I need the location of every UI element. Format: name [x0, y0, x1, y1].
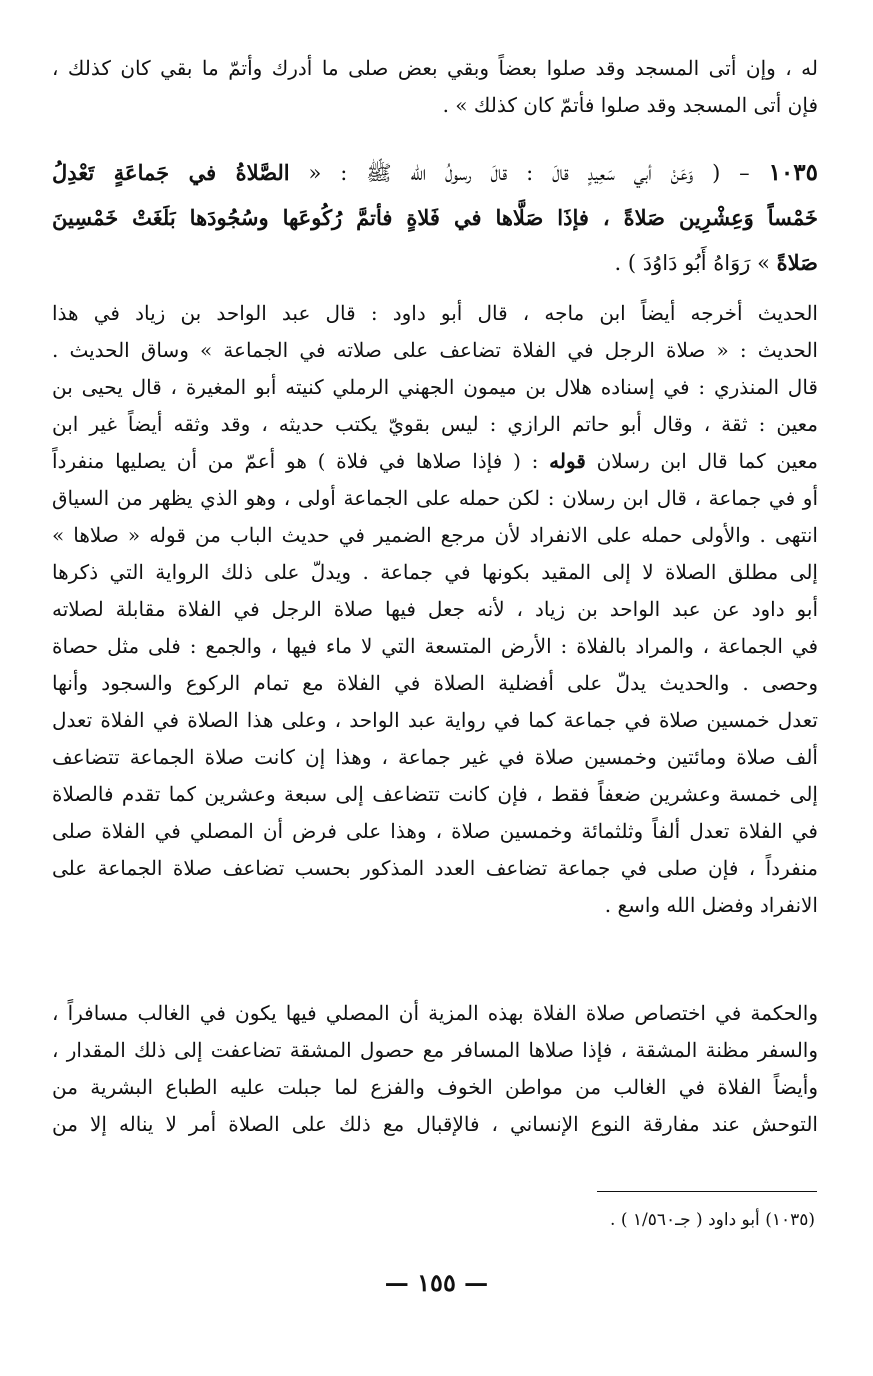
text-line: إلى مطلق الصلاة لا إلى المقيد بكونها في جماعة . ويدلّ على ذلك الرواية التي ذكرها [52, 560, 818, 584]
text-line: ألف صلاة ومائتين وخمسين صلاة في غير جماعة ، وهذا إن كانت صلاة الجماعة تتضاعف [52, 745, 818, 769]
hadith-text: الصَّلاةُ في جَماعَةٍ تَعْدِلُ [52, 160, 290, 185]
text-line: له ، وإن أتى المسجد وقد صلوا بعضاً وبقي بعض صلى ما أدرك وأتمّ ما بقي كان كذلك ، [52, 56, 818, 80]
page-number: — ١٥٥ — [384, 1268, 489, 1297]
text-line: الحديث أخرجه أيضاً ابن ماجه ، قال أبو داود : قال عبد الواحد بن زياد في هذا [52, 301, 818, 325]
hadith-paragraph [52, 150, 818, 285]
text-line: فإن أتى المسجد وقد صلوا فأتمّ كان كذلك » . [442, 93, 818, 117]
text-segment: معين كما قال ابن رسلان [585, 449, 818, 473]
hadith-number: ١٠٣٥ [768, 159, 818, 186]
wisdom-paragraph [52, 995, 818, 1143]
text-line: في الجماعة ، والمراد بالفلاة : الأرض المتسعة التي لا ماء فيها ، والجمع : فلى مثل حصاة [52, 634, 818, 658]
text-segment: : ( فإذا صلاها في فلاة ) هو أعمّ من أن يصليها منفرداً [52, 449, 550, 473]
text-line: أو في جماعة ، قال ابن رسلان : لكن حمله على الجماعة أولى ، وهو الذي يظهر من السياق [52, 486, 818, 510]
text-line: تعدل خمسين صلاة في جماعة كما في رواية عبد الواحد ، وعلى هذا الصلاة في الفلاة تعدل [52, 708, 818, 732]
text-line: قال المنذري : في إسناده هلال بن ميمون الجهني الرملي كنيته أبو المغيرة ، قال يحيى بن [52, 375, 818, 399]
text-line: الانفراد وفضل الله واسع . [604, 893, 818, 917]
text-line: انتهى . والأولى حمله على الانفراد لأن مرجع الضمير في حديث الباب من قوله « صلاها » [52, 523, 818, 547]
hadith-text: خَمْساً وَعِشْرِين صَلاةً ، فإذَا صَلَّاها في فَلاةٍ فأتمَّ رُكُوعَها وسُجُودَها بَلَغَتْ خَمْسِينَ [52, 205, 818, 230]
text-line: والحكمة في اختصاص صلاة الفلاة بهذه المزية أن المصلي فيها يكون في الغالب مسافراً ، [52, 1001, 818, 1025]
qawluhu-marker: قوله [549, 449, 586, 473]
commentary-paragraph [52, 295, 818, 924]
text-line: التوحش عند مفارقة النوع الإنساني ، فالإقبال مع ذلك على الصلاة أمر لا يناله إلا من [52, 1112, 818, 1136]
intro-paragraph [52, 50, 818, 124]
text-line: منفرداً ، فإن صلى في جماعة تضاعف العدد المذكور بحسب تضاعف صلاة الجماعة على [52, 856, 818, 880]
text-line: في الفلاة تعدل ألفاً وثلثمائة وخمسين صلاة ، وهذا على فرض أن المصلي في الفلاة صلى [52, 819, 818, 843]
text-line [52, 443, 818, 480]
text-line: إلى خمسة وعشرين ضعفاً فقط ، فإن كانت تتضاعف إلى سبعة وعشرين كما تقدم فالصلاة [52, 782, 818, 806]
text-line: معين : ثقة ، وقال أبو حاتم الرازي : ليس بقويّ يكتب حديثه ، وقد وثقه أيضاً غير ابن [52, 412, 818, 436]
hadith-text: صَلاةً [776, 250, 818, 275]
text-line: وحصى . والحديث يدلّ على أفضلية الصلاة في الفلاة مع تمام الركوع والسجود وأنها [52, 671, 818, 695]
text-line: أبو داود عن عبد الواحد بن زياد ، لأنه جعل فيها صلاة الرجل في الفلاة مقابلة لصلاته [52, 597, 818, 621]
footnote: (١٠٣٥) أبو داود ( جـ١/٥٦٠ ) . [610, 1210, 815, 1230]
text-line: الحديث : « صلاة الرجل في الفلاة تضاعف على صلاته في الجماعة » وساق الحديث . [52, 338, 818, 362]
hadith-line-1 [52, 150, 818, 195]
footnote-divider [597, 1191, 817, 1192]
hadith-narration-intro: – ( وَعَنْ أبي سَعِيدٍ قالَ : قالَ رسولُ الله ﷺ : « [289, 161, 769, 185]
text-line: وأيضاً الفلاة في الغالب من مواطن الخوف والفزع لما جبلت عليه الطباع البشرية من [52, 1075, 818, 1099]
text-line: والسفر مظنة المشقة ، فإذا صلاها المسافر مع حصول المشقة تضاعفت إلى ذلك المقدار ، [52, 1038, 818, 1062]
hadith-line-3 [52, 240, 818, 285]
hadith-source: » رَوَاهُ أَبُو دَاوُدَ ) . [614, 251, 777, 275]
